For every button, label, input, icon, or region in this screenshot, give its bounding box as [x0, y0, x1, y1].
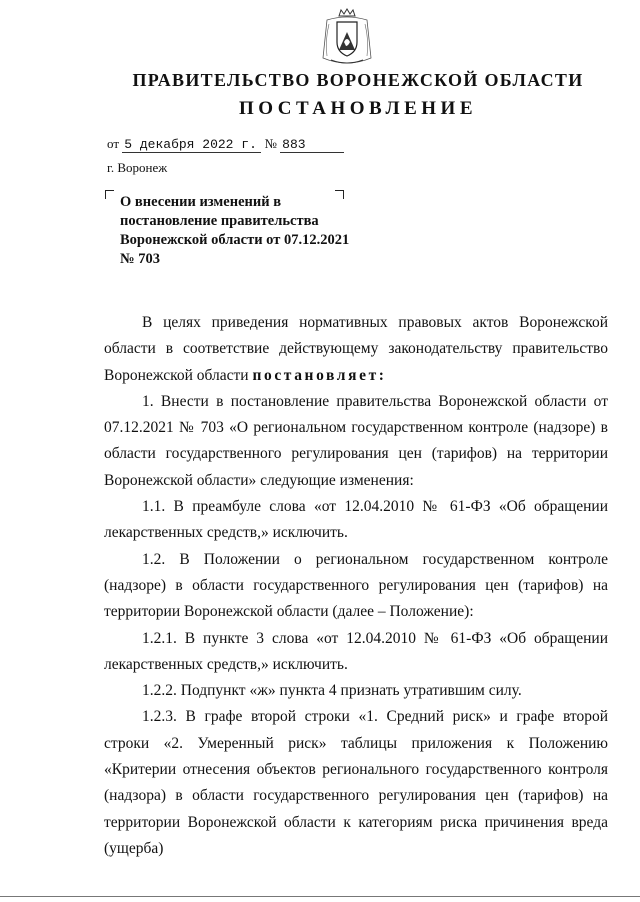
paragraph-1-2-1: 1.2.1. В пункте 3 слова «от 12.04.2010 № 61-ФЗ «Об обращении лекарственных средств,» исключить.: [104, 629, 608, 673]
subject-corner-left: [105, 190, 114, 199]
number-prefix: №: [264, 136, 277, 151]
document-type: ПОСТАНОВЛЕНИЕ: [238, 98, 478, 119]
date-number-line: [107, 136, 344, 153]
voronezh-coat-of-arms-icon: [317, 8, 377, 70]
intro-verb: постановляет:: [252, 366, 387, 384]
paragraph-1-2-2: 1.2.2. Подпункт «ж» пункта 4 признать утратившим силу.: [142, 682, 522, 700]
paragraph-1-1: 1.1. В преамбуле слова «от 12.04.2010 № 61-ФЗ «Об обращении лекарственных средств,» исключить.: [104, 498, 608, 542]
document-body: [104, 310, 608, 862]
document-number: 883: [280, 137, 344, 153]
government-title: ПРАВИТЕЛЬСТВО ВОРОНЕЖСКОЙ ОБЛАСТИ: [132, 70, 584, 90]
paragraph-1-2: 1.2. В Положении о региональном государственном контроле (надзоре) в области государственного регулирования цен (тарифов) на территории Воронежской области (далее – Положение):: [104, 550, 608, 621]
date-prefix: от: [107, 136, 120, 151]
document-subject: О внесении изменений в постановление правительства Воронежской области от 07.12.2021 № 703: [120, 194, 350, 267]
paragraph-1-2-3: 1.2.3. В графе второй строки «1. Средний риск» и графе второй строки «2. Умеренный риск» таблицы приложения к Положению «Критерии отнесения объектов регионального государственного контроля (надзора) в области государственного регулирования цен (тарифов) на территории Воронежской области к категориям риска причинения вреда (ущерба): [104, 708, 608, 857]
intro-paragraph: [104, 310, 608, 389]
paragraph-1: 1. Внести в постановление правительства Воронежской области от 07.12.2021 № 703 «О региональном государственном контроле (надзоре) в области государственного регулирования цен (тарифов) на территории Воронежской области» следующие изменения:: [104, 392, 608, 489]
page-bottom-rule: [0, 896, 640, 897]
document-date: 5 декабря 2022 г.: [122, 137, 261, 153]
intro-text: В целях приведения нормативных правовых актов Воронежской области в соответствие действующему законодательству правительство Воронежской области: [104, 314, 608, 384]
city: г. Воронеж: [107, 160, 168, 175]
